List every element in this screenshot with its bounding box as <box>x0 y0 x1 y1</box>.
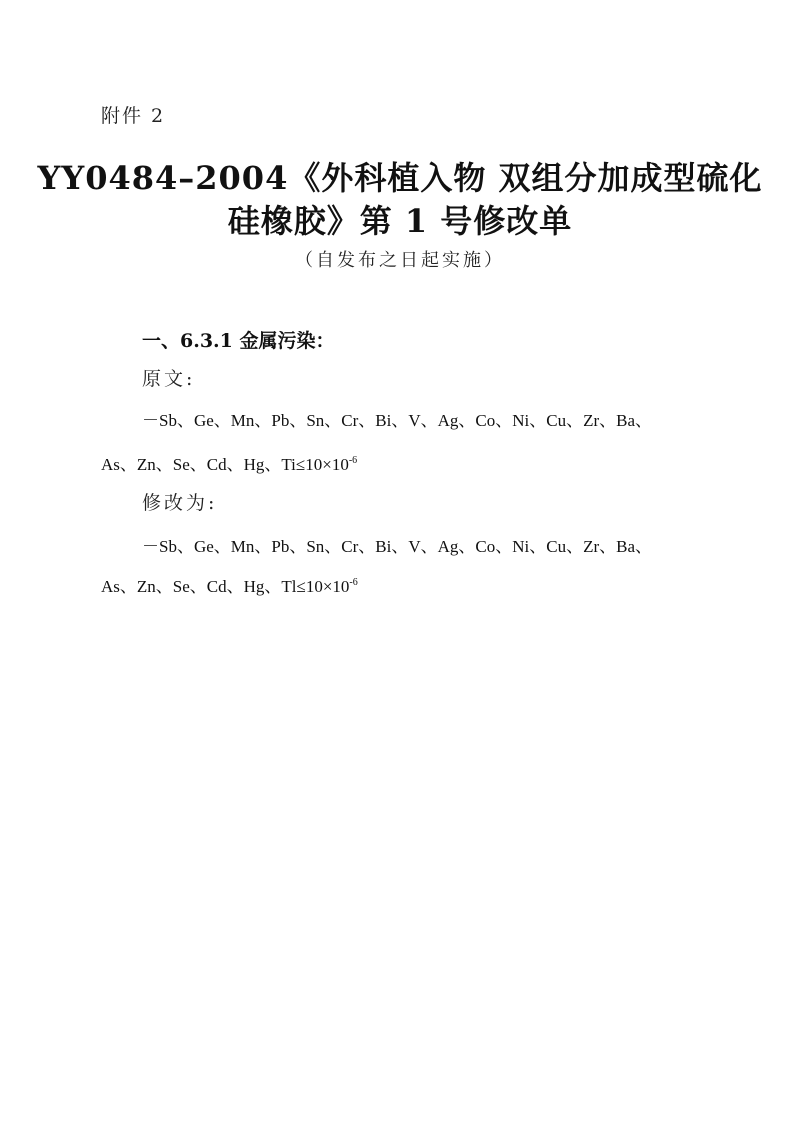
original-text-label: 原文: <box>142 368 196 390</box>
effective-date-note: （自发布之日起实施） <box>295 250 505 271</box>
original-limit-text: As、Zn、Se、Cd、Hg、Ti≤10×10 <box>101 455 349 474</box>
modified-limit-text: As、Zn、Se、Cd、Hg、Tl≤10×10 <box>101 577 350 596</box>
attachment-label: 附件 2 <box>101 105 166 127</box>
modified-exponent: -6 <box>349 577 358 588</box>
modified-text-label: 修改为: <box>142 492 218 514</box>
modified-text-line-2 <box>101 572 358 597</box>
original-text-line-2 <box>101 450 357 475</box>
original-exponent: -6 <box>348 455 358 466</box>
document-title-line-1: YY0484–2004《外科植入物 双组分加成型硫化 <box>37 159 763 197</box>
modified-text-line-1: －Sb、Ge、Mn、Pb、Sn、Cr、Bi、V、Ag、Co、Ni、Cu、Zr、Ba、 <box>142 537 653 556</box>
original-text-line-1: －Sb、Ge、Mn、Pb、Sn、Cr、Bi、V、Ag、Co、Ni、Cu、Zr、Ba、 <box>142 411 653 430</box>
document-title-line-2: 硅橡胶》第 1 号修改单 <box>227 202 573 240</box>
section-heading: 一、6.3.1 金属污染： <box>142 330 335 352</box>
